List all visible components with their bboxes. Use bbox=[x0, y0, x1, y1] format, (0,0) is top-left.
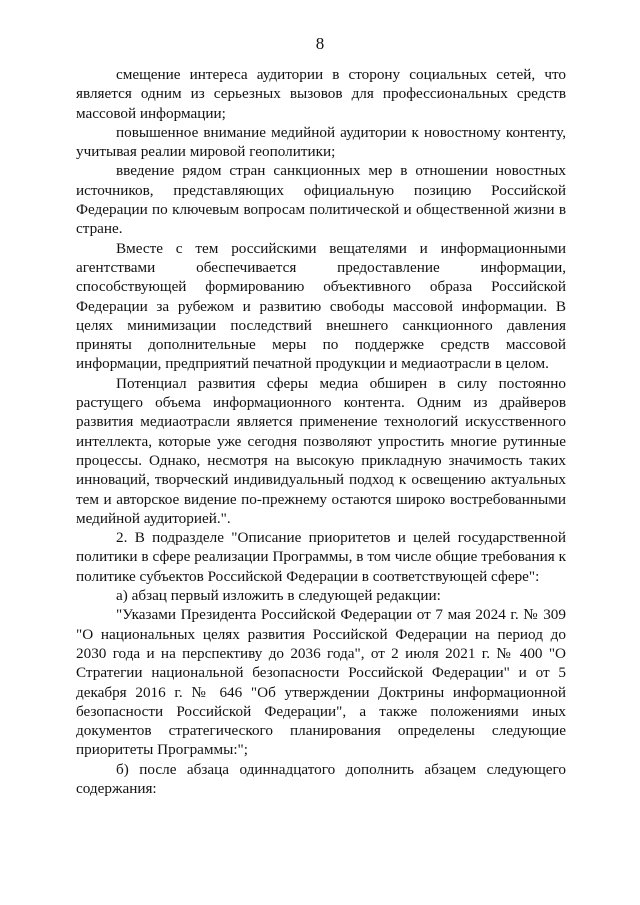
paragraph: "Указами Президента Российской Федерации от 7 мая 2024 г. № 309 "О национальных целях развития Российской Федерации на период до 2030 года и на перспективу до 2036 года", от 2 июля 2021 г. № 400 "О Стратегии национальной безопасности Российской Федерации" и от 5 декабря 2016 г. № 646 "Об утверждении Доктрины информационной безопасности Российской Федерации", а также положениями иных документов стратегического планирования определены следующие приоритеты Программы:"; bbox=[76, 606, 566, 759]
document-body bbox=[76, 65, 566, 798]
paragraph: повышенное внимание медийной аудитории к новостному контенту, учитывая реалии мировой геополитики; bbox=[76, 123, 566, 161]
paragraph: Потенциал развития сферы медиа обширен в силу постоянно растущего объема информационного контента. Одним из драйверов развития медиаотрасли является применение технологий искусственного интеллекта, которые уже сегодня позволяют упростить многие рутинные процессы. Однако, несмотря на высокую прикладную значимость таких инноваций, творческий индивидуальный подход к освещению актуальных тем и авторское видение по-прежнему остаются широко востребованными медийной аудиторией.". bbox=[76, 374, 566, 527]
paragraph: введение рядом стран санкционных мер в отношении новостных источников, представляющих официальную позицию Российской Федерации по ключевым вопросам политической и общественной жизни в стране. bbox=[76, 162, 566, 238]
paragraph: а) абзац первый изложить в следующей редакции: bbox=[116, 587, 441, 605]
paragraph: Вместе с тем российскими вещателями и информационными агентствами обеспечивается предоставление информации, способствующей формированию объективного образа Российской Федерации за рубежом и развитию свободы массовой информации. В целях минимизации последствий внешнего санкционного давления приняты дополнительные меры по поддержке средств массовой информации, предприятий печатной продукции и медиаотрасли в целом. bbox=[76, 239, 566, 373]
page-number: 8 bbox=[315, 34, 325, 53]
paragraph: смещение интереса аудитории в сторону социальных сетей, что является одним из серьезных вызовов для профессиональных средств массовой информации; bbox=[76, 66, 566, 122]
paragraph: 2. В подразделе "Описание приоритетов и целей государственной политики в сфере реализации Программы, в том числе общие требования к политике субъектов Российской Федерации в соответствующей сфере": bbox=[76, 529, 566, 585]
paragraph: б) после абзаца одиннадцатого дополнить абзацем следующего содержания: bbox=[76, 760, 566, 797]
